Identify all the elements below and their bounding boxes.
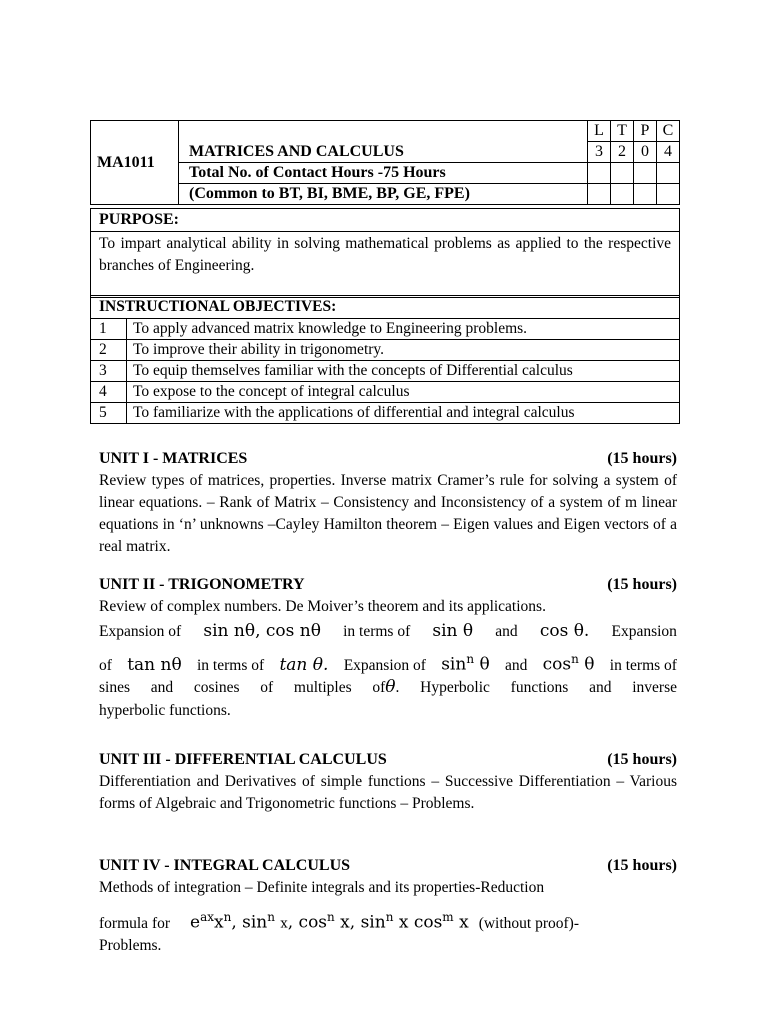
ltpc-empty-cell [657,163,680,184]
ltpc-empty-cell [634,184,657,205]
common-to: (Common to BT, BI, BME, BP, GE, FPE) [179,184,588,205]
ltpc-empty-cell [657,184,680,205]
ltpc-empty-cell [634,163,657,184]
unit-4-hours: (15 hours) [607,857,677,874]
unit-3-text: Differentiation and Derivatives of simple functions – Successive Differentiation – Various forms of Algebraic and Trigonometric functions – Problems. [99,773,677,812]
unit-4-line-1: Methods of integration – Definite integrals and its properties-Reduction [99,879,545,896]
unit-1-hours: (15 hours) [607,450,677,467]
unit-2-line-3: of tan nθ in terms of tan θ. Expansion of $\sin^n \theta$ and $\cos^n \theta$ in terms of [99,644,677,674]
ltpc-header-p: P [634,121,657,142]
ltpc-empty-cell [611,184,634,205]
ltpc-value-t: 2 [611,142,634,163]
course-title: MATRICES AND CALCULUS [179,142,588,163]
formula-sin-theta: sin θ [432,621,474,641]
objective-text: To familiarize with the applications of differential and integral calculus [127,403,680,424]
ltpc-header-t: T [611,121,634,142]
purpose-box [90,208,680,298]
course-header-table [90,120,680,205]
unit-3-hours: (15 hours) [607,751,677,768]
unit-2-line-1: Review of complex numbers. De Moiver’s theorem and its applications. [99,598,546,615]
unit-4-line-2: formula for $e^{ax}x^n$, $\sin^n x$, $\cos^n x$, $\sin^n x$ $\cos^m x$ (without proof)- [99,899,677,935]
objectives-heading: INSTRUCTIONAL OBJECTIVES: [91,296,680,319]
objective-text: To apply advanced matrix knowledge to Engineering problems. [127,319,680,340]
course-code: MA1011 [91,121,179,205]
objectives-table [90,295,680,424]
ltpc-empty-cell [588,184,611,205]
formula-sin-power-n-theta: $\sin^n \theta$ [441,652,490,675]
objective-text: To equip themselves familiar with the concepts of Differential calculus [127,361,680,382]
unit-2-line-4: sines and cosines of multiples ofθ. Hyperbolic functions and inverse [99,677,677,697]
contact-hours: Total No. of Contact Hours -75 Hours [179,163,588,184]
objective-number: 2 [91,340,127,361]
unit-2-hours: (15 hours) [607,576,677,593]
objective-row [91,340,680,361]
ltpc-header-c: C [657,121,680,142]
purpose-heading: PURPOSE: [91,209,679,232]
ltpc-empty-cell [588,163,611,184]
objective-number: 1 [91,319,127,340]
formula-tan-theta: tan θ. [279,654,329,675]
ltpc-value-c: 4 [657,142,680,163]
objective-row [91,361,680,382]
objective-number: 4 [91,382,127,403]
ltpc-empty-cell [611,163,634,184]
unit-1-title: UNIT I - MATRICES [99,450,248,467]
objective-number: 3 [91,361,127,382]
unit-1-heading [99,448,677,470]
unit-2-line-5: hyperbolic functions. [99,702,231,719]
unit-4 [99,855,677,957]
header-blank-cell [179,121,588,142]
unit-2-heading [99,574,677,596]
objective-row [91,403,680,424]
unit-4-heading [99,855,677,877]
ltpc-value-p: 0 [634,142,657,163]
unit-3-title: UNIT III - DIFFERENTIAL CALCULUS [99,751,387,768]
objective-row [91,319,680,340]
formula-reduction: $e^{ax}x^n$, $\sin^n x$, $\cos^n x$, $\sin^n x$ $\cos^m x$ [190,910,469,933]
unit-3-heading [99,749,677,771]
unit-1 [99,448,677,558]
objective-text: To improve their ability in trigonometry. [127,340,680,361]
formula-cos-power-n-theta: $\cos^n \theta$ [542,652,595,675]
formula-cos-theta: cos θ. [539,621,590,641]
ltpc-header-l: L [588,121,611,142]
unit-2-line-2: Expansion of sin nθ, cos nθ in terms of sin θ and cos θ. Expansion [99,618,677,644]
formula-sin-cos-n-theta: sin nθ, cos nθ [203,621,321,641]
ltpc-value-l: 3 [588,142,611,163]
purpose-text: To impart analytical ability in solving mathematical problems as applied to the respective branches of Engineering. [99,235,671,274]
objective-text: To expose to the concept of integral calculus [127,382,680,403]
objective-number: 5 [91,403,127,424]
unit-4-line-3: Problems. [99,937,162,954]
unit-1-text: Review types of matrices, properties. Inverse matrix Cramer’s rule for solving a system of linear equations. – Rank of Matrix – Consistency and Inconsistency of a system of m linear equations in ‘n’ unknowns –Cayley Hamilton theorem – Eigen values and Eigen vectors of a real matrix. [99,472,677,555]
unit-2-title: UNIT II - TRIGONOMETRY [99,576,305,593]
objective-row [91,382,680,403]
unit-2 [99,574,677,722]
unit-4-title: UNIT IV - INTEGRAL CALCULUS [99,857,351,874]
unit-3 [99,749,677,815]
formula-tan-n-theta: tan nθ [127,654,182,675]
